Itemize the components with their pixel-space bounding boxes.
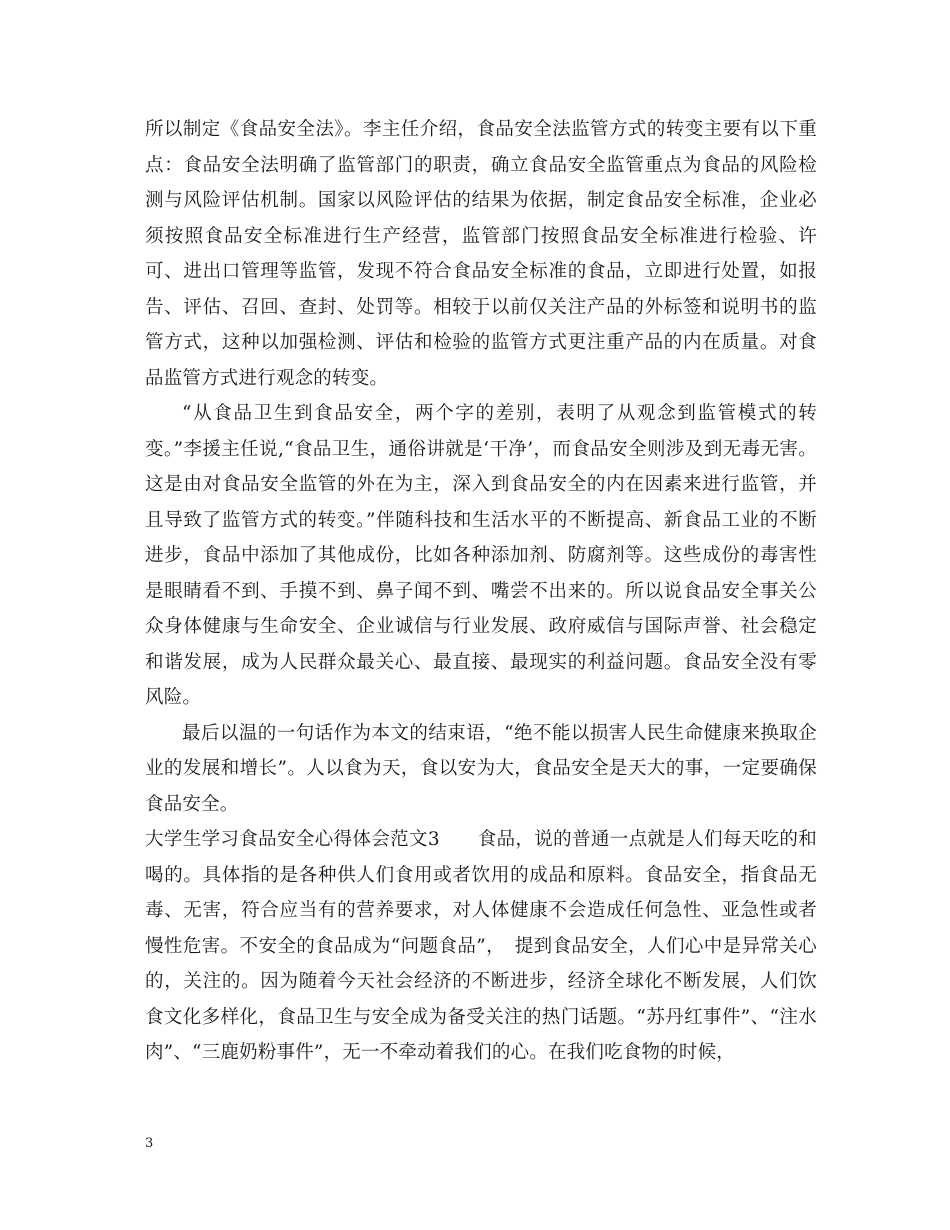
document-body	[145, 112, 817, 1071]
paragraph-closing-remark: 最后以温的一句话作为本文的结束语，“绝不能以损害人民生命健康来换取企业的发展和增长”。人以食为天，食以安为大，食品安全是天大的事，一定要确保食品安全。	[145, 722, 817, 815]
paragraph-hygiene-to-safety: “从食品卫生到食品安全，两个字的差别，表明了从观念到监管模式的转变。”李援主任说,“食品卫生，通俗讲就是‘干净’，而食品安全则涉及到无毒无害。这是由对食品安全监管的外在为主，深入到食品安全的内在因素来进行监管，并且导致了监管方式的转变。”伴随科技和生活水平的不断提高、新食品工业的不断进步，食品中添加了其他成份，比如各种添加剂、防腐剂等。这些成份的毒害性是眼睛看不到、手摸不到、鼻子闻不到、嘴尝不出来的。所以说食品安全事关公众身体健康与生命安全、企业诚信与行业发展、政府威信与国际声誉、社会稳定和谐发展，成为人民群众最关心、最直接、最现实的利益问题。食品安全没有零风险。	[145, 403, 817, 708]
paragraph-food-safety-law: 所以制定《食品安全法》。李主任介绍，食品安全法监管方式的转变主要有以下重点：食品安全法明确了监管部门的职责，确立食品安全监管重点为食品的风险检测与风险评估机制。国家以风险评估的结果为依据，制定食品安全标准，企业必须按照食品安全标准进行生产经营，监管部门按照食品安全标准进行检验、许可、进出口管理等监管，发现不符合食品安全标准的食品，立即进行处置，如报告、评估、召回、查封、处罚等。相较于以前仅关注产品的外标签和说明书的监管方式，这种以加强检测、评估和检验的监管方式更注重产品的内在质量。对食品监管方式进行观念的转变。	[145, 119, 817, 389]
page-number: 3	[145, 1136, 154, 1151]
paragraph-essay-3: 大学生学习食品安全心得体会范文3 食品，说的普通一点就是人们每天吃的和喝的。具体指的是各种供人们食用或者饮用的成品和原料。食品安全，指食品无毒、无害，符合应当有的营养要求，对人体健康不会造成任何急性、亚急性或者慢性危害。不安全的食品成为“问题食品”， 提到食品安全，人们心中是异常关心的，关注的。因为随着今天社会经济的不断进步，经济全球化不断发展，人们饮食文化多样化，食品卫生与安全成为备受关注的热门话题。“苏丹红事件”、“注水肉”、“三鹿奶粉事件”，无一不牵动着我们的心。在我们吃食物的时候，	[145, 829, 817, 1063]
